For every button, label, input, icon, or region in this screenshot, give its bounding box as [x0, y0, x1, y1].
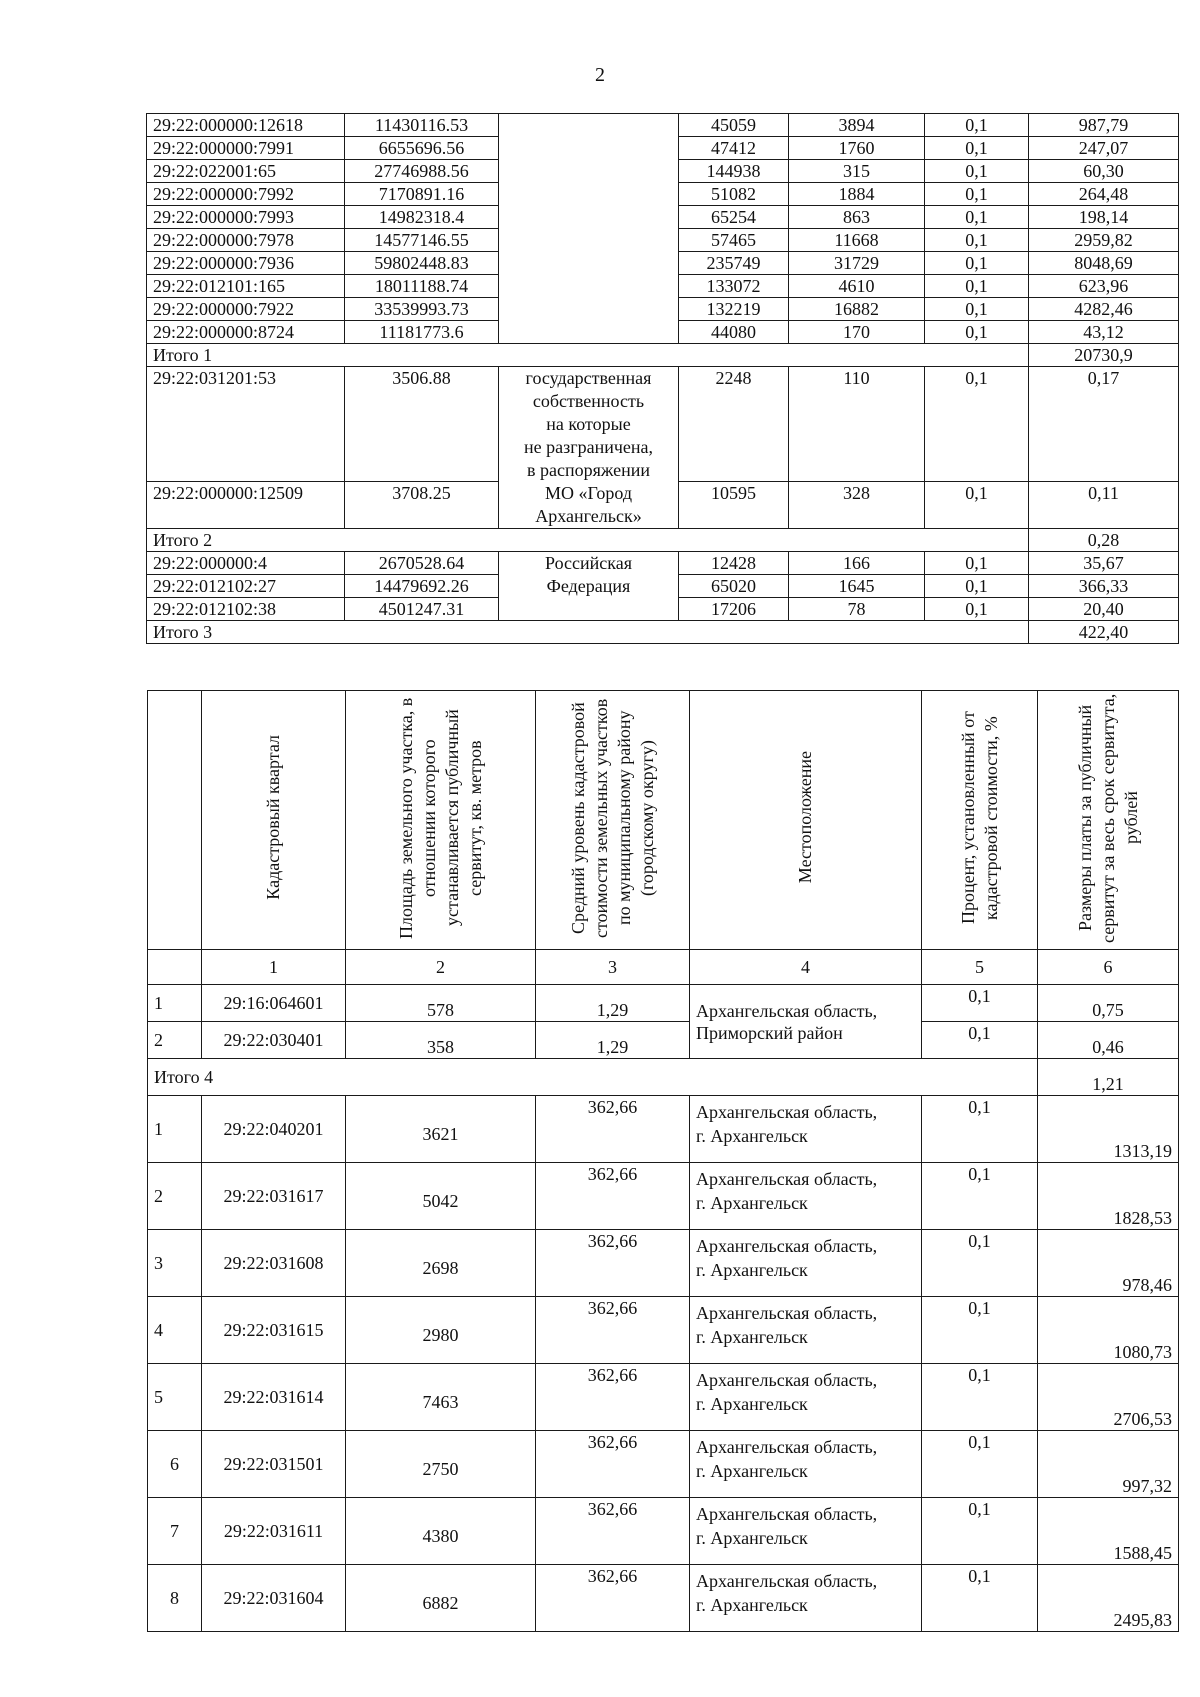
header-percent: Процент, установленный от кадастровой стоимости, % — [922, 691, 1038, 950]
owner-line: Архангельск» — [535, 506, 642, 526]
header-cadastral-quarter: Кадастровый квартал — [202, 691, 346, 950]
total-row-2 — [147, 529, 1179, 552]
location-line: г. Архангельск — [696, 1193, 808, 1213]
avg-cost-cell: 362,66 — [536, 1297, 690, 1364]
payment-cell: 366,33 — [1029, 575, 1179, 598]
location-line: г. Архангельск — [696, 1260, 808, 1280]
avg-cost-cell: 1,29 — [536, 985, 690, 1022]
area-cell: 7170891.16 — [345, 183, 499, 206]
location-line: г. Архангельск — [696, 1327, 808, 1347]
table-row — [148, 1163, 1179, 1230]
row-number: 1 — [148, 1096, 202, 1163]
header-payment: Размеры платы за публичный сервитут за весь срок сервитута, рублей — [1038, 691, 1179, 950]
value-cell: 12428 — [679, 552, 789, 575]
payment-cell: 0,75 — [1038, 985, 1179, 1022]
value-cell: 31729 — [789, 252, 925, 275]
total-row-1 — [147, 344, 1179, 367]
column-number: 2 — [346, 950, 536, 985]
location-line: г. Архангельск — [696, 1528, 808, 1548]
owner-cell-federation — [499, 552, 679, 621]
area-cell: 11181773.6 — [345, 321, 499, 344]
area-cell: 4501247.31 — [345, 598, 499, 621]
table-row — [148, 1022, 1179, 1059]
avg-cost-cell: 362,66 — [536, 1163, 690, 1230]
column-number-empty — [148, 950, 202, 985]
page-number: 2 — [595, 64, 605, 86]
percent-cell: 0,1 — [922, 1297, 1038, 1364]
column-number-row — [148, 950, 1179, 985]
total-value: 20730,9 — [1029, 344, 1179, 367]
total-label: Итого 2 — [147, 529, 1029, 552]
percent-cell: 0,1 — [922, 1498, 1038, 1565]
cadastral-number-cell: 29:22:000000:12618 — [147, 114, 345, 137]
percent-cell: 0,1 — [925, 183, 1029, 206]
location-line: Архангельская область, — [696, 1303, 878, 1323]
location-line: Архангельская область, — [696, 1236, 878, 1256]
avg-cost-cell: 362,66 — [536, 1364, 690, 1431]
area-cell: 14577146.55 — [345, 229, 499, 252]
table-row — [148, 1431, 1179, 1498]
payment-cell: 60,30 — [1029, 160, 1179, 183]
value-cell: 863 — [789, 206, 925, 229]
area-cell: 6655696.56 — [345, 137, 499, 160]
payment-cell: 2495,83 — [1038, 1565, 1179, 1632]
value-cell: 1884 — [789, 183, 925, 206]
total-row-3 — [147, 621, 1179, 644]
header-row-number — [148, 691, 202, 950]
total-value: 1,21 — [1038, 1059, 1179, 1096]
value-cell: 315 — [789, 160, 925, 183]
payment-cell: 2706,53 — [1038, 1364, 1179, 1431]
payment-cell: 43,12 — [1029, 321, 1179, 344]
owner-cell-empty — [499, 114, 679, 344]
location-line: Архангельская область, — [696, 1102, 878, 1122]
percent-cell: 0,1 — [922, 985, 1038, 1022]
column-number: 1 — [202, 950, 346, 985]
percent-cell: 0,1 — [922, 1364, 1038, 1431]
percent-cell: 0,1 — [925, 252, 1029, 275]
header-avg-cost: Средний уровень кадастровой стоимости земельных участков по муниципальному району (городскому округу) — [536, 691, 690, 950]
location-line: г. Архангельск — [696, 1461, 808, 1481]
location-line: г. Архангельск — [696, 1595, 808, 1615]
percent-cell: 0,1 — [925, 275, 1029, 298]
column-number: 3 — [536, 950, 690, 985]
area-cell: 3621 — [346, 1096, 536, 1163]
percent-cell: 0,1 — [922, 1431, 1038, 1498]
location-cell — [690, 1431, 922, 1498]
percent-cell: 0,1 — [925, 552, 1029, 575]
area-cell: 3708.25 — [345, 481, 499, 528]
cadastral-quarter-table — [147, 690, 1179, 1632]
owner-line: не разграничена, — [523, 437, 654, 457]
table-row — [148, 985, 1179, 1022]
area-cell: 2698 — [346, 1230, 536, 1297]
area-cell: 14479692.26 — [345, 575, 499, 598]
value-cell: 16882 — [789, 298, 925, 321]
area-cell: 2670528.64 — [345, 552, 499, 575]
location-cell — [690, 985, 922, 1059]
location-line: Архангельская область, — [696, 1437, 878, 1457]
value-cell: 45059 — [679, 114, 789, 137]
row-number: 1 — [148, 985, 202, 1022]
area-cell: 578 — [346, 985, 536, 1022]
table-row — [147, 367, 1179, 482]
percent-cell: 0,1 — [925, 206, 1029, 229]
cadastral-number-cell: 29:22:012101:165 — [147, 275, 345, 298]
cadastral-quarter-cell: 29:16:064601 — [202, 985, 346, 1022]
owner-line: в распоряжении — [527, 460, 650, 480]
owner-line: собственность — [532, 391, 645, 411]
payment-cell: 264,48 — [1029, 183, 1179, 206]
area-cell: 2750 — [346, 1431, 536, 1498]
row-number: 5 — [148, 1364, 202, 1431]
value-cell: 65254 — [679, 206, 789, 229]
area-cell: 3506.88 — [345, 367, 499, 482]
payment-cell: 198,14 — [1029, 206, 1179, 229]
location-cell — [690, 1163, 922, 1230]
location-line: Приморский район — [696, 1022, 843, 1043]
row-number: 3 — [148, 1230, 202, 1297]
total-row-4 — [148, 1059, 1179, 1096]
row-number: 7 — [148, 1498, 202, 1565]
value-cell: 328 — [789, 481, 925, 528]
area-cell: 11430116.53 — [345, 114, 499, 137]
value-cell: 11668 — [789, 229, 925, 252]
location-cell — [690, 1565, 922, 1632]
row-number: 6 — [148, 1431, 202, 1498]
payment-cell: 987,79 — [1029, 114, 1179, 137]
total-value: 422,40 — [1029, 621, 1179, 644]
total-label: Итого 1 — [147, 344, 1029, 367]
value-cell: 133072 — [679, 275, 789, 298]
table-row — [148, 1096, 1179, 1163]
area-cell: 7463 — [346, 1364, 536, 1431]
value-cell: 57465 — [679, 229, 789, 252]
avg-cost-cell: 362,66 — [536, 1230, 690, 1297]
cadastral-quarter-cell: 29:22:031501 — [202, 1431, 346, 1498]
payment-cell: 0,17 — [1029, 367, 1179, 482]
total-value: 0,28 — [1029, 529, 1179, 552]
area-cell: 4380 — [346, 1498, 536, 1565]
area-cell: 358 — [346, 1022, 536, 1059]
cadastral-number-cell: 29:22:012102:38 — [147, 598, 345, 621]
value-cell: 3894 — [789, 114, 925, 137]
area-cell: 18011188.74 — [345, 275, 499, 298]
percent-cell: 0,1 — [925, 575, 1029, 598]
percent-cell: 0,1 — [922, 1022, 1038, 1059]
table-row — [148, 1565, 1179, 1632]
avg-cost-cell: 362,66 — [536, 1565, 690, 1632]
owner-line: на которые — [546, 414, 631, 434]
avg-cost-cell: 1,29 — [536, 1022, 690, 1059]
payment-cell: 623,96 — [1029, 275, 1179, 298]
location-cell — [690, 1297, 922, 1364]
cadastral-number-cell: 29:22:000000:7936 — [147, 252, 345, 275]
row-number: 4 — [148, 1297, 202, 1364]
cadastral-quarter-cell: 29:22:031604 — [202, 1565, 346, 1632]
payment-cell: 0,11 — [1029, 481, 1179, 528]
payment-cell: 1080,73 — [1038, 1297, 1179, 1364]
cadastral-number-cell: 29:22:031201:53 — [147, 367, 345, 482]
percent-cell: 0,1 — [925, 114, 1029, 137]
total-label: Итого 3 — [147, 621, 1029, 644]
cadastral-quarter-cell: 29:22:031614 — [202, 1364, 346, 1431]
owner-line: государственная — [525, 368, 652, 388]
payment-cell: 4282,46 — [1029, 298, 1179, 321]
owner-cell-state — [499, 367, 679, 529]
value-cell: 51082 — [679, 183, 789, 206]
area-cell: 33539993.73 — [345, 298, 499, 321]
row-number: 8 — [148, 1565, 202, 1632]
table-row — [147, 114, 1179, 137]
row-number: 2 — [148, 1163, 202, 1230]
percent-cell: 0,1 — [922, 1096, 1038, 1163]
payment-cell: 0,46 — [1038, 1022, 1179, 1059]
percent-cell: 0,1 — [922, 1230, 1038, 1297]
column-number: 4 — [690, 950, 922, 985]
value-cell: 166 — [789, 552, 925, 575]
area-cell: 2980 — [346, 1297, 536, 1364]
area-cell: 27746988.56 — [345, 160, 499, 183]
cadastral-quarter-cell: 29:22:031611 — [202, 1498, 346, 1565]
percent-cell: 0,1 — [922, 1163, 1038, 1230]
total-label: Итого 4 — [148, 1059, 1038, 1096]
owner-line: Российская — [545, 553, 632, 573]
payment-cell: 20,40 — [1029, 598, 1179, 621]
location-line: Архангельская область, — [696, 1000, 878, 1021]
payment-cell: 1313,19 — [1038, 1096, 1179, 1163]
value-cell: 17206 — [679, 598, 789, 621]
percent-cell: 0,1 — [925, 481, 1029, 528]
value-cell: 44080 — [679, 321, 789, 344]
percent-cell: 0,1 — [925, 598, 1029, 621]
owner-line: Федерация — [546, 576, 631, 596]
table-row — [148, 1364, 1179, 1431]
location-line: Архангельская область, — [696, 1571, 878, 1591]
payment-cell: 35,67 — [1029, 552, 1179, 575]
cadastral-number-cell: 29:22:000000:12509 — [147, 481, 345, 528]
table-row — [148, 1230, 1179, 1297]
cadastral-number-cell: 29:22:000000:7978 — [147, 229, 345, 252]
location-cell — [690, 1096, 922, 1163]
area-cell: 6882 — [346, 1565, 536, 1632]
cadastral-number-cell: 29:22:000000:8724 — [147, 321, 345, 344]
value-cell: 132219 — [679, 298, 789, 321]
payment-cell: 8048,69 — [1029, 252, 1179, 275]
header-location: Местоположение — [690, 691, 922, 950]
table-row — [148, 1297, 1179, 1364]
row-number: 2 — [148, 1022, 202, 1059]
cadastral-quarter-cell: 29:22:030401 — [202, 1022, 346, 1059]
payment-cell: 1588,45 — [1038, 1498, 1179, 1565]
location-line: Архангельская область, — [696, 1370, 878, 1390]
value-cell: 10595 — [679, 481, 789, 528]
area-cell: 5042 — [346, 1163, 536, 1230]
location-line: г. Архангельск — [696, 1394, 808, 1414]
percent-cell: 0,1 — [925, 160, 1029, 183]
cadastral-number-cell: 29:22:012102:27 — [147, 575, 345, 598]
payment-cell: 1828,53 — [1038, 1163, 1179, 1230]
avg-cost-cell: 362,66 — [536, 1431, 690, 1498]
percent-cell: 0,1 — [925, 298, 1029, 321]
area-cell: 59802448.83 — [345, 252, 499, 275]
percent-cell: 0,1 — [925, 367, 1029, 482]
location-line: г. Архангельск — [696, 1126, 808, 1146]
cadastral-quarter-cell: 29:22:040201 — [202, 1096, 346, 1163]
cadastral-number-cell: 29:22:000000:7991 — [147, 137, 345, 160]
column-number: 6 — [1038, 950, 1179, 985]
payment-cell: 2959,82 — [1029, 229, 1179, 252]
value-cell: 2248 — [679, 367, 789, 482]
value-cell: 144938 — [679, 160, 789, 183]
value-cell: 47412 — [679, 137, 789, 160]
cadastral-number-cell: 29:22:000000:4 — [147, 552, 345, 575]
payment-cell: 997,32 — [1038, 1431, 1179, 1498]
location-line: Архангельская область, — [696, 1504, 878, 1524]
table-row — [148, 1498, 1179, 1565]
value-cell: 110 — [789, 367, 925, 482]
percent-cell: 0,1 — [925, 229, 1029, 252]
value-cell: 1645 — [789, 575, 925, 598]
location-cell — [690, 1498, 922, 1565]
payment-cell: 247,07 — [1029, 137, 1179, 160]
cadastral-number-cell: 29:22:000000:7922 — [147, 298, 345, 321]
value-cell: 170 — [789, 321, 925, 344]
cadastral-number-cell: 29:22:000000:7992 — [147, 183, 345, 206]
payment-cell: 978,46 — [1038, 1230, 1179, 1297]
table-row — [147, 552, 1179, 575]
cadastral-number-cell: 29:22:022001:65 — [147, 160, 345, 183]
value-cell: 1760 — [789, 137, 925, 160]
avg-cost-cell: 362,66 — [536, 1096, 690, 1163]
area-cell: 14982318.4 — [345, 206, 499, 229]
location-cell — [690, 1364, 922, 1431]
cadastral-quarter-cell: 29:22:031617 — [202, 1163, 346, 1230]
cadastral-quarter-cell: 29:22:031608 — [202, 1230, 346, 1297]
servitude-table-continued — [146, 113, 1179, 644]
percent-cell: 0,1 — [925, 137, 1029, 160]
percent-cell: 0,1 — [925, 321, 1029, 344]
value-cell: 78 — [789, 598, 925, 621]
percent-cell: 0,1 — [922, 1565, 1038, 1632]
cadastral-quarter-cell: 29:22:031615 — [202, 1297, 346, 1364]
header-area: Площадь земельного участка, в отношении которого устанавливается публичный сервитут, кв. метров — [346, 691, 536, 950]
column-number: 5 — [922, 950, 1038, 985]
location-line: Архангельская область, — [696, 1169, 878, 1189]
location-cell — [690, 1230, 922, 1297]
cadastral-number-cell: 29:22:000000:7993 — [147, 206, 345, 229]
value-cell: 235749 — [679, 252, 789, 275]
value-cell: 65020 — [679, 575, 789, 598]
avg-cost-cell: 362,66 — [536, 1498, 690, 1565]
value-cell: 4610 — [789, 275, 925, 298]
owner-line: МО «Город — [545, 483, 632, 503]
